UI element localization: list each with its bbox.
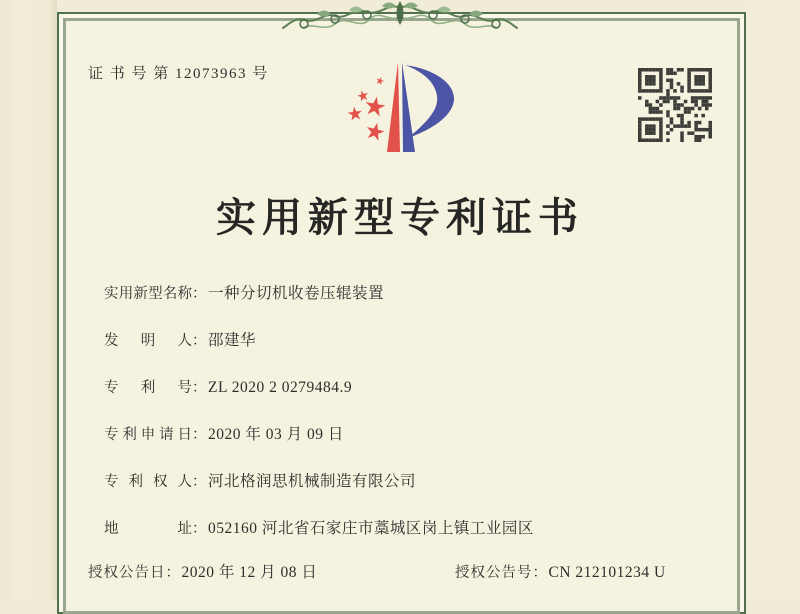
field-value: 邵建华 bbox=[208, 332, 257, 349]
field-label: 专利权人 bbox=[104, 474, 192, 490]
field-label: 专利号 bbox=[104, 380, 192, 396]
grant-row bbox=[0, 562, 800, 584]
grant-date-label: 授权公告日 bbox=[88, 565, 166, 581]
grant-date bbox=[88, 562, 317, 584]
field-colon: ： bbox=[192, 474, 207, 490]
page-margin-right bbox=[745, 0, 800, 600]
grant-number-label: 授权公告号 bbox=[455, 565, 533, 581]
field-row-patentee bbox=[104, 471, 416, 493]
certificate-number: 证 书 号 第 12073963 号 bbox=[88, 66, 269, 82]
logo-blue-wedge bbox=[402, 62, 415, 152]
grant-number bbox=[455, 562, 666, 584]
field-row-address bbox=[104, 518, 534, 540]
field-colon: ： bbox=[532, 565, 547, 581]
field-colon: ： bbox=[192, 333, 207, 349]
field-row-name bbox=[104, 283, 384, 305]
field-colon: ： bbox=[165, 565, 180, 581]
qr-code bbox=[638, 68, 712, 142]
grant-number-value: CN 212101234 U bbox=[548, 564, 666, 581]
field-colon: ： bbox=[192, 380, 207, 396]
field-row-inventor bbox=[104, 330, 256, 352]
grant-date-value: 2020 年 12 月 08 日 bbox=[181, 564, 318, 581]
field-value: ZL 2020 2 0279484.9 bbox=[208, 379, 353, 396]
field-row-patent-number bbox=[104, 377, 352, 399]
logo-stars bbox=[347, 76, 387, 142]
field-value: 2020 年 03 月 09 日 bbox=[208, 426, 344, 443]
certificate-title: 实用新型专利证书 bbox=[216, 195, 584, 240]
page-margin-left bbox=[0, 0, 57, 600]
field-colon: ： bbox=[192, 427, 207, 443]
top-flourish-ornament bbox=[279, 0, 521, 34]
field-label: 实用新型名称 bbox=[104, 286, 192, 302]
field-colon: ： bbox=[192, 286, 207, 302]
logo-blue-bowl bbox=[405, 65, 454, 138]
field-label: 地址 bbox=[104, 521, 192, 537]
field-value: 河北格润思机械制造有限公司 bbox=[208, 473, 417, 490]
field-value: 一种分切机收卷压辊装置 bbox=[208, 285, 385, 302]
field-colon: ： bbox=[192, 521, 207, 537]
field-value: 052160 河北省石家庄市藁城区岗上镇工业园区 bbox=[208, 520, 534, 537]
flourish-center-leaf bbox=[397, 1, 404, 25]
cnipa-logo bbox=[342, 52, 467, 162]
field-label: 专利申请日 bbox=[104, 427, 192, 443]
logo-red-wedge bbox=[387, 62, 400, 152]
field-label: 发明人 bbox=[104, 333, 192, 349]
field-row-filing-date bbox=[104, 424, 344, 446]
